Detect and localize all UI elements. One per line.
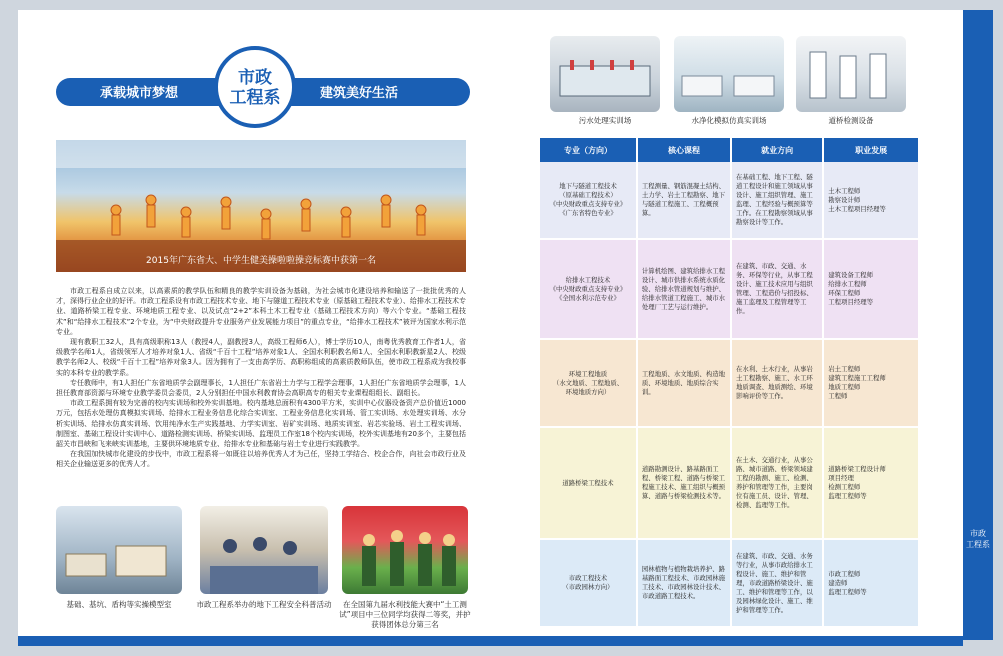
safety-activity-photo [200, 506, 328, 594]
students-illustration [200, 506, 328, 594]
cell-jobs: 在水利、土木行业，从事岩土工程勘察、施工、水工环地质调查、地质测绘、环境影响评价等工作。 [732, 340, 824, 428]
intro-paragraph: 市政工程系拥有较为完善的校内实训场和校外实训基地。校内基地总面积有4300平方米，实训中心仪器设备资产总价值近1000万元，包括水处理仿真模拟实训场、给排水工程业务信息化综合实训室、工程业务信息化实训场、管工实训场、水处理实训场、水分析实训场、给排水仿真实训场、饮用纯净水生产实践基地、力学实训室、岩矿实训场、地质实训室、岩芯实验场、岩土工程实训场、制图室、基础工程设计实训中心、道路检测实训场、桥梁实训场、监理员工作室18个校内实训场，校外实训基地有20多个，主要包括韶关市昌峡和飞来峡实训基地，主要供环境地质专业、给排水专业和基础与岩土专业进行实践教学。 [56, 399, 466, 449]
intro-paragraph: 在我国加快城市化建设的步伐中，市政工程系将一如既往以培养优秀人才为己任，坚持工学结合、校企合作，向社会市政行业及相关企业输送更多的优秀人才。 [56, 450, 466, 469]
cell-courses: 工程地质、水文地质、构造地质、环境地质、地质综合实训。 [638, 340, 732, 428]
cell-major: 给排水工程技术 《中央财政重点支持专业》 《全国水利示范专业》 [540, 240, 638, 340]
side-tab-label: 市政 工程系 [966, 529, 990, 549]
photo-caption: 市政工程系举办的地下工程安全科普活动 [196, 600, 332, 609]
sewage-equipment-illustration [550, 36, 660, 112]
header-jobs: 就业方向 [732, 138, 824, 162]
water-purification-photo [674, 36, 784, 112]
table-row [540, 240, 920, 340]
cell-career: 土木工程师 勘察设计师 土木工程项目经理等 [824, 162, 920, 240]
department-introduction [56, 286, 466, 470]
lab-tables-illustration [674, 36, 784, 112]
bottom-color-bar [18, 636, 963, 646]
banner-slogan-left: 承载城市梦想 [100, 86, 179, 101]
cell-career: 道路桥梁工程设计师 项目经理 检测工程师 监理工程师等 [824, 428, 920, 540]
department-title-circle [214, 46, 296, 128]
cell-courses: 园林植物与植物栽培养护、路基路面工程技术、市政园林施工技术、市政园林设计技术、市政道路工程技术。 [638, 540, 732, 628]
header-courses: 核心课程 [638, 138, 732, 162]
intro-paragraph: 现有教职工32人，具有高级职称13人（教授4人，副教授3人，高级工程师6人），博士学历10人，南粤优秀教育工作者1人，省级教学名师1人，省级领军人才培养对象1人、省级“千百十工程”培养对象1人、全国水利职教名师1人、全国水利职教新星2人、校级教学名师2人、校级“千百十工程”培养对象3人。因为拥有了一支由高学历、高职称组成的高素质教师队伍，使市政工程系成为我校事实的本科专业的教学系。 [56, 338, 466, 377]
table-row [540, 162, 920, 240]
majors-table [540, 138, 920, 628]
cell-courses: 道路勘测设计、路基路面工程、桥梁工程、道路与桥梁工程施工技术、施工组织与概预算、道路与桥梁检测技术等。 [638, 428, 732, 540]
model-room-photo [56, 506, 182, 594]
cheerleading-competition-photo [56, 140, 466, 272]
competition-award-photo [342, 506, 468, 594]
table-row [540, 428, 920, 540]
header-career: 职业发展 [824, 138, 920, 162]
model-room-illustration [56, 506, 182, 594]
testing-machines-illustration [796, 36, 906, 112]
cell-major: 环境工程地质 （水文地质、工程地质、 环境地质方向） [540, 340, 638, 428]
cell-career: 市政工程师 建造师 监理工程师等 [824, 540, 920, 628]
hero-caption: 2015年广东省大、中学生健美操啦啦操竞标赛中获第一名 [146, 256, 376, 266]
photo-caption: 道桥检测设备 [828, 116, 874, 125]
cell-courses: 工程测量、钢筋混凝土结构、土力学、岩土工程勘察、地下与隧道工程施工、工程概预算。 [638, 162, 732, 240]
department-title-line1: 市政 [238, 68, 272, 88]
cell-jobs: 在建筑、市政、交通、水务等行业，从事市政给排水工程设计、施工、维护和管理，市政道路桥梁设计、施工、维护和管理等工作，以及园林绿化设计、施工、维护和管理等工作。 [732, 540, 824, 628]
photo-caption: 水净化模拟仿真实训场 [691, 116, 767, 125]
table-row [540, 540, 920, 628]
table-row [540, 340, 920, 428]
cell-career: 岩土工程师 建筑工程施工工程师 地质工程师 工程师 [824, 340, 920, 428]
cell-major: 道路桥梁工程技术 [540, 428, 638, 540]
cell-jobs: 在土木、交通行业，从事公路、城市道路、桥梁领域建工程的勘测、施工、检测、养护和管理等工作，主要岗位有施工员、设计、管理、检测、监理等工作。 [732, 428, 824, 540]
banner-slogan-right: 建筑美好生活 [320, 86, 399, 101]
cell-courses: 计算机绘图、建筑给排水工程设计、城市供排水系统水质化验、给排水管道规划与维护、给排水管道工程施工、城市水处理厂工艺与运行维护。 [638, 240, 732, 340]
intro-paragraph: 专任教师中，有1人担任广东省地质学会副理事长，1人担任广东省岩土力学与工程学会理事，1人担任广东省地质学会理事，1人担任教育部资源与环境专业教学委员会委员，2人分别担任中国水利教育协会高职高专的相关专业课程组组长、副组长。 [56, 378, 466, 398]
cell-major: 市政工程技术 （市政园林方向） [540, 540, 638, 628]
sewage-training-photo [550, 36, 660, 112]
photo-caption: 在全国第九届水利技能大赛中“土工测试”项目中三位同学均获得二等奖，并护获得团体总分第三名 [339, 600, 471, 629]
bridge-testing-photo [796, 36, 906, 112]
cell-jobs: 在基础工程、地下工程、隧道工程设计和施工领域从事设计、施工组织管理、施工监理、工程经验与概预算等工作。在工程勘察领域从事勘察设计等工作。 [732, 162, 824, 240]
photo-caption: 基础、基坑、盾构等实操模型室 [66, 600, 172, 609]
department-title-line2: 工程系 [229, 88, 281, 108]
cell-career: 建筑设备工程师 给排水工程师 环保工程师 工程项目经理等 [824, 240, 920, 340]
cell-major: 地下与隧道工程技术 （原基础工程技术） 《中央财政重点支持专业》 《广东省特色专业》 [540, 162, 638, 240]
intro-paragraph: 市政工程系自成立以来，以高素质的教学队伍和精良的教学实训设备为基础，为社会城市化建设培养和输送了一批批优秀的人才，深得行业企业的好评。市政工程系设有市政工程技术专业、地下与隧道工程技术专业（原基础工程技术专业）、给排水工程技术专业、道路桥梁工程专业、环境地质工程专业、以及试点“2+2”本科土木工程专业（基础工程技术方向）等六个专业。“基础工程技术”和“给排水工程技术”2个专业，为“中央财政提升专业服务产业发展能力项目”的重点专业，“给排水工程技术”被评为国家水利示范专业。 [56, 287, 466, 336]
photo-caption: 污水处理实训场 [578, 116, 632, 125]
table-header-row [540, 138, 920, 162]
header-major: 专业（方向） [540, 138, 638, 162]
award-winners-illustration [342, 506, 468, 594]
cell-jobs: 在建筑、市政、交通、水务、环保等行业，从事工程设计、施工技术应用与组织管理、工程造价与招投标、施工监理及工程管理等工作。 [732, 240, 824, 340]
